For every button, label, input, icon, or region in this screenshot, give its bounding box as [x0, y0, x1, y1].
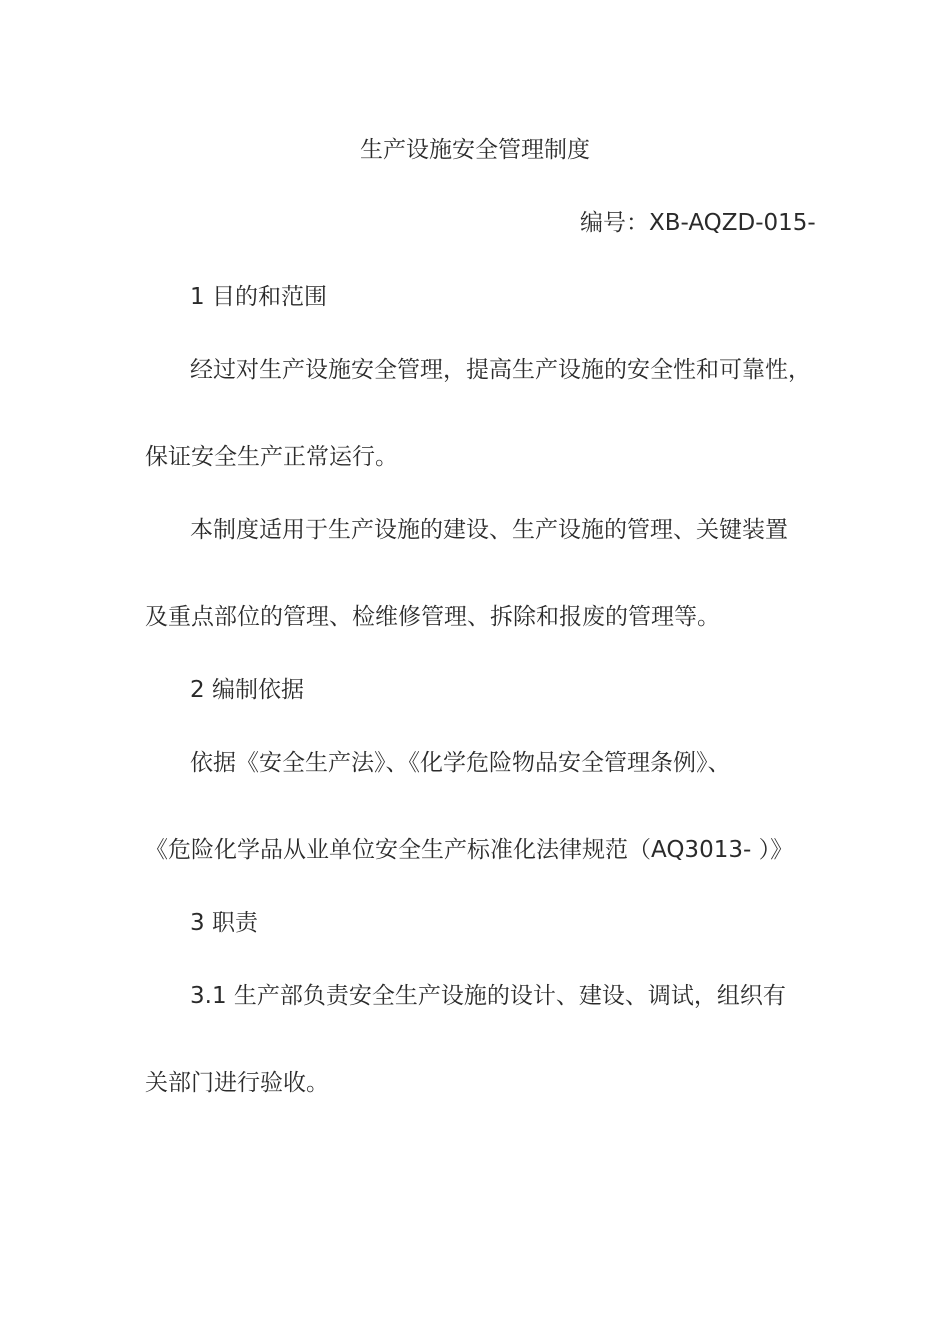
section-heading-basis: 2 编制依据	[190, 677, 304, 703]
paragraph-line: 经过对生产设施安全管理，提高生产设施的安全性和可靠性，	[190, 357, 811, 383]
paragraph-line: 保证安全生产正常运行。	[145, 444, 398, 470]
paragraph-line: 3.1 生产部负责安全生产设施的设计、建设、调试，组织有	[190, 983, 786, 1009]
document-title: 生产设施安全管理制度	[360, 137, 590, 163]
section-heading-purpose: 1 目的和范围	[190, 284, 327, 310]
paragraph-line: 及重点部位的管理、检维修管理、拆除和报废的管理等。	[145, 604, 720, 630]
paragraph-line: 《危险化学品从业单位安全生产标准化法律规范（AQ3013- ）》	[145, 837, 794, 863]
paragraph-line: 依据《安全生产法》、《化学危险物品安全管理条例》、	[190, 750, 731, 776]
paragraph-line: 关部门进行验收。	[145, 1070, 329, 1096]
section-heading-responsibilities: 3 职责	[190, 910, 258, 936]
document-number: 编号：XB-AQZD-015-	[580, 210, 816, 236]
paragraph-line: 本制度适用于生产设施的建设、生产设施的管理、关键装置	[190, 517, 788, 543]
